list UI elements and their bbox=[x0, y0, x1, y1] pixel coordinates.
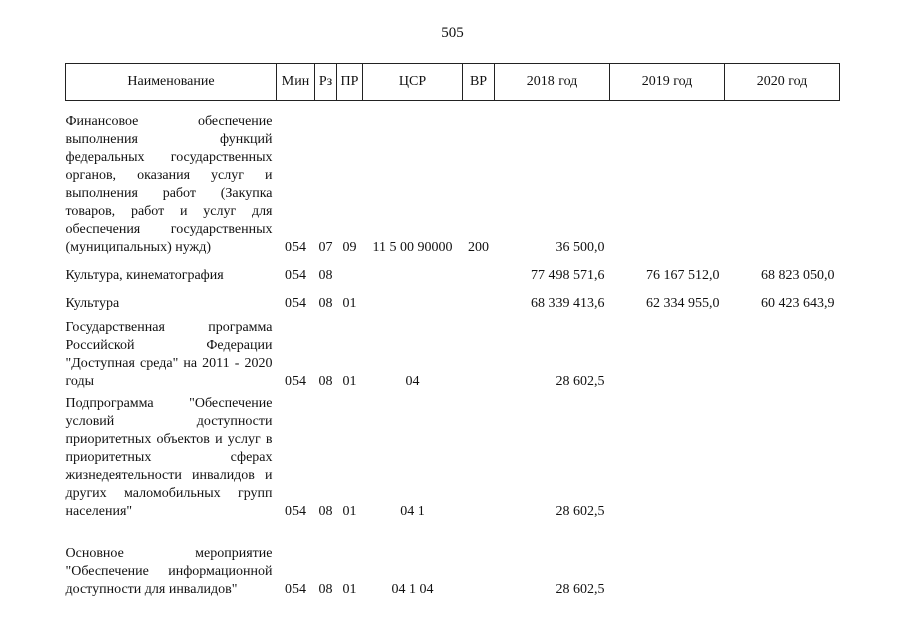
header-min: Мин bbox=[277, 64, 315, 101]
header-2020: 2020 год bbox=[725, 64, 840, 101]
header-csr: ЦСР bbox=[363, 64, 463, 101]
row-rz: 08 bbox=[318, 373, 333, 389]
header-2019: 2019 год bbox=[610, 64, 725, 101]
header-pr: ПР bbox=[337, 64, 363, 101]
row-2019 bbox=[610, 101, 725, 257]
header-name: Наименование bbox=[66, 64, 277, 101]
row-2020 bbox=[725, 313, 840, 391]
row-2020 bbox=[725, 521, 840, 599]
header-vr: ВР bbox=[463, 64, 495, 101]
table-row bbox=[66, 313, 840, 391]
row-min: 054 bbox=[285, 581, 306, 597]
row-vr bbox=[463, 285, 495, 313]
row-2020: 60 423 643,9 bbox=[761, 295, 835, 311]
row-pr: 01 bbox=[342, 373, 357, 389]
row-rz: 08 bbox=[318, 503, 333, 519]
row-2020 bbox=[725, 101, 840, 257]
row-2018: 28 602,5 bbox=[555, 503, 605, 519]
row-rz: 08 bbox=[318, 295, 333, 311]
row-csr: 11 5 00 90000 bbox=[372, 239, 453, 255]
row-2020 bbox=[725, 391, 840, 521]
row-vr bbox=[463, 521, 495, 599]
row-2019 bbox=[610, 313, 725, 391]
row-min: 054 bbox=[285, 373, 306, 389]
table-row bbox=[66, 521, 840, 599]
row-rz: 07 bbox=[318, 239, 333, 255]
row-name: Государственная программа Российской Федерации "Доступная среда" на 2011 - 2020 годы bbox=[65, 319, 273, 389]
table-row bbox=[66, 101, 840, 257]
row-vr bbox=[463, 313, 495, 391]
row-pr: 01 bbox=[342, 581, 357, 597]
row-min: 054 bbox=[285, 239, 306, 255]
row-csr: 04 1 bbox=[400, 503, 425, 519]
row-name: Культура bbox=[65, 295, 120, 311]
row-name: Культура, кинематография bbox=[65, 267, 224, 283]
row-rz: 08 bbox=[318, 267, 333, 283]
header-2018: 2018 год bbox=[495, 64, 610, 101]
row-pr: 01 bbox=[342, 503, 357, 519]
row-csr: 04 1 04 bbox=[391, 581, 434, 597]
row-2019 bbox=[610, 521, 725, 599]
row-pr: 01 bbox=[342, 295, 357, 311]
page-number: 505 bbox=[441, 25, 464, 41]
row-name: Подпрограмма "Обеспечение условий доступности приоритетных объектов и услуг в приоритетных сферах жизнедеятельности инвалидов и других маломобильных групп населения" bbox=[65, 395, 273, 519]
row-min: 054 bbox=[285, 267, 306, 283]
row-pr: 09 bbox=[342, 239, 357, 255]
table-header-row bbox=[66, 64, 840, 101]
row-2018: 28 602,5 bbox=[555, 581, 605, 597]
row-csr bbox=[363, 285, 463, 313]
table-row bbox=[66, 285, 840, 313]
row-name: Основное мероприятие "Обеспечение информационной доступности для инвалидов" bbox=[65, 545, 273, 597]
row-min: 054 bbox=[285, 295, 306, 311]
row-csr bbox=[363, 257, 463, 285]
table-row bbox=[66, 257, 840, 285]
row-2018: 36 500,0 bbox=[555, 239, 605, 255]
row-2019: 76 167 512,0 bbox=[646, 267, 720, 283]
row-csr: 04 bbox=[405, 373, 420, 389]
row-2018: 68 339 413,6 bbox=[531, 295, 605, 311]
row-2020: 68 823 050,0 bbox=[761, 267, 835, 283]
row-2019: 62 334 955,0 bbox=[646, 295, 720, 311]
row-vr bbox=[463, 391, 495, 521]
row-2019 bbox=[610, 391, 725, 521]
budget-table bbox=[65, 63, 840, 599]
row-pr bbox=[337, 257, 363, 285]
row-min: 054 bbox=[285, 503, 306, 519]
row-name: Финансовое обеспечение выполнения функций федеральных государственных органов, оказания услуг и выполнения работ (Закупка товаров, работ и услуг для обеспечения государственных (муниципальных) нужд) bbox=[65, 113, 273, 255]
row-rz: 08 bbox=[318, 581, 333, 597]
row-2018: 77 498 571,6 bbox=[531, 267, 605, 283]
row-vr: 200 bbox=[468, 239, 489, 255]
row-vr bbox=[463, 257, 495, 285]
header-rz: Рз bbox=[315, 64, 337, 101]
row-2018: 28 602,5 bbox=[555, 373, 605, 389]
table-row bbox=[66, 391, 840, 521]
